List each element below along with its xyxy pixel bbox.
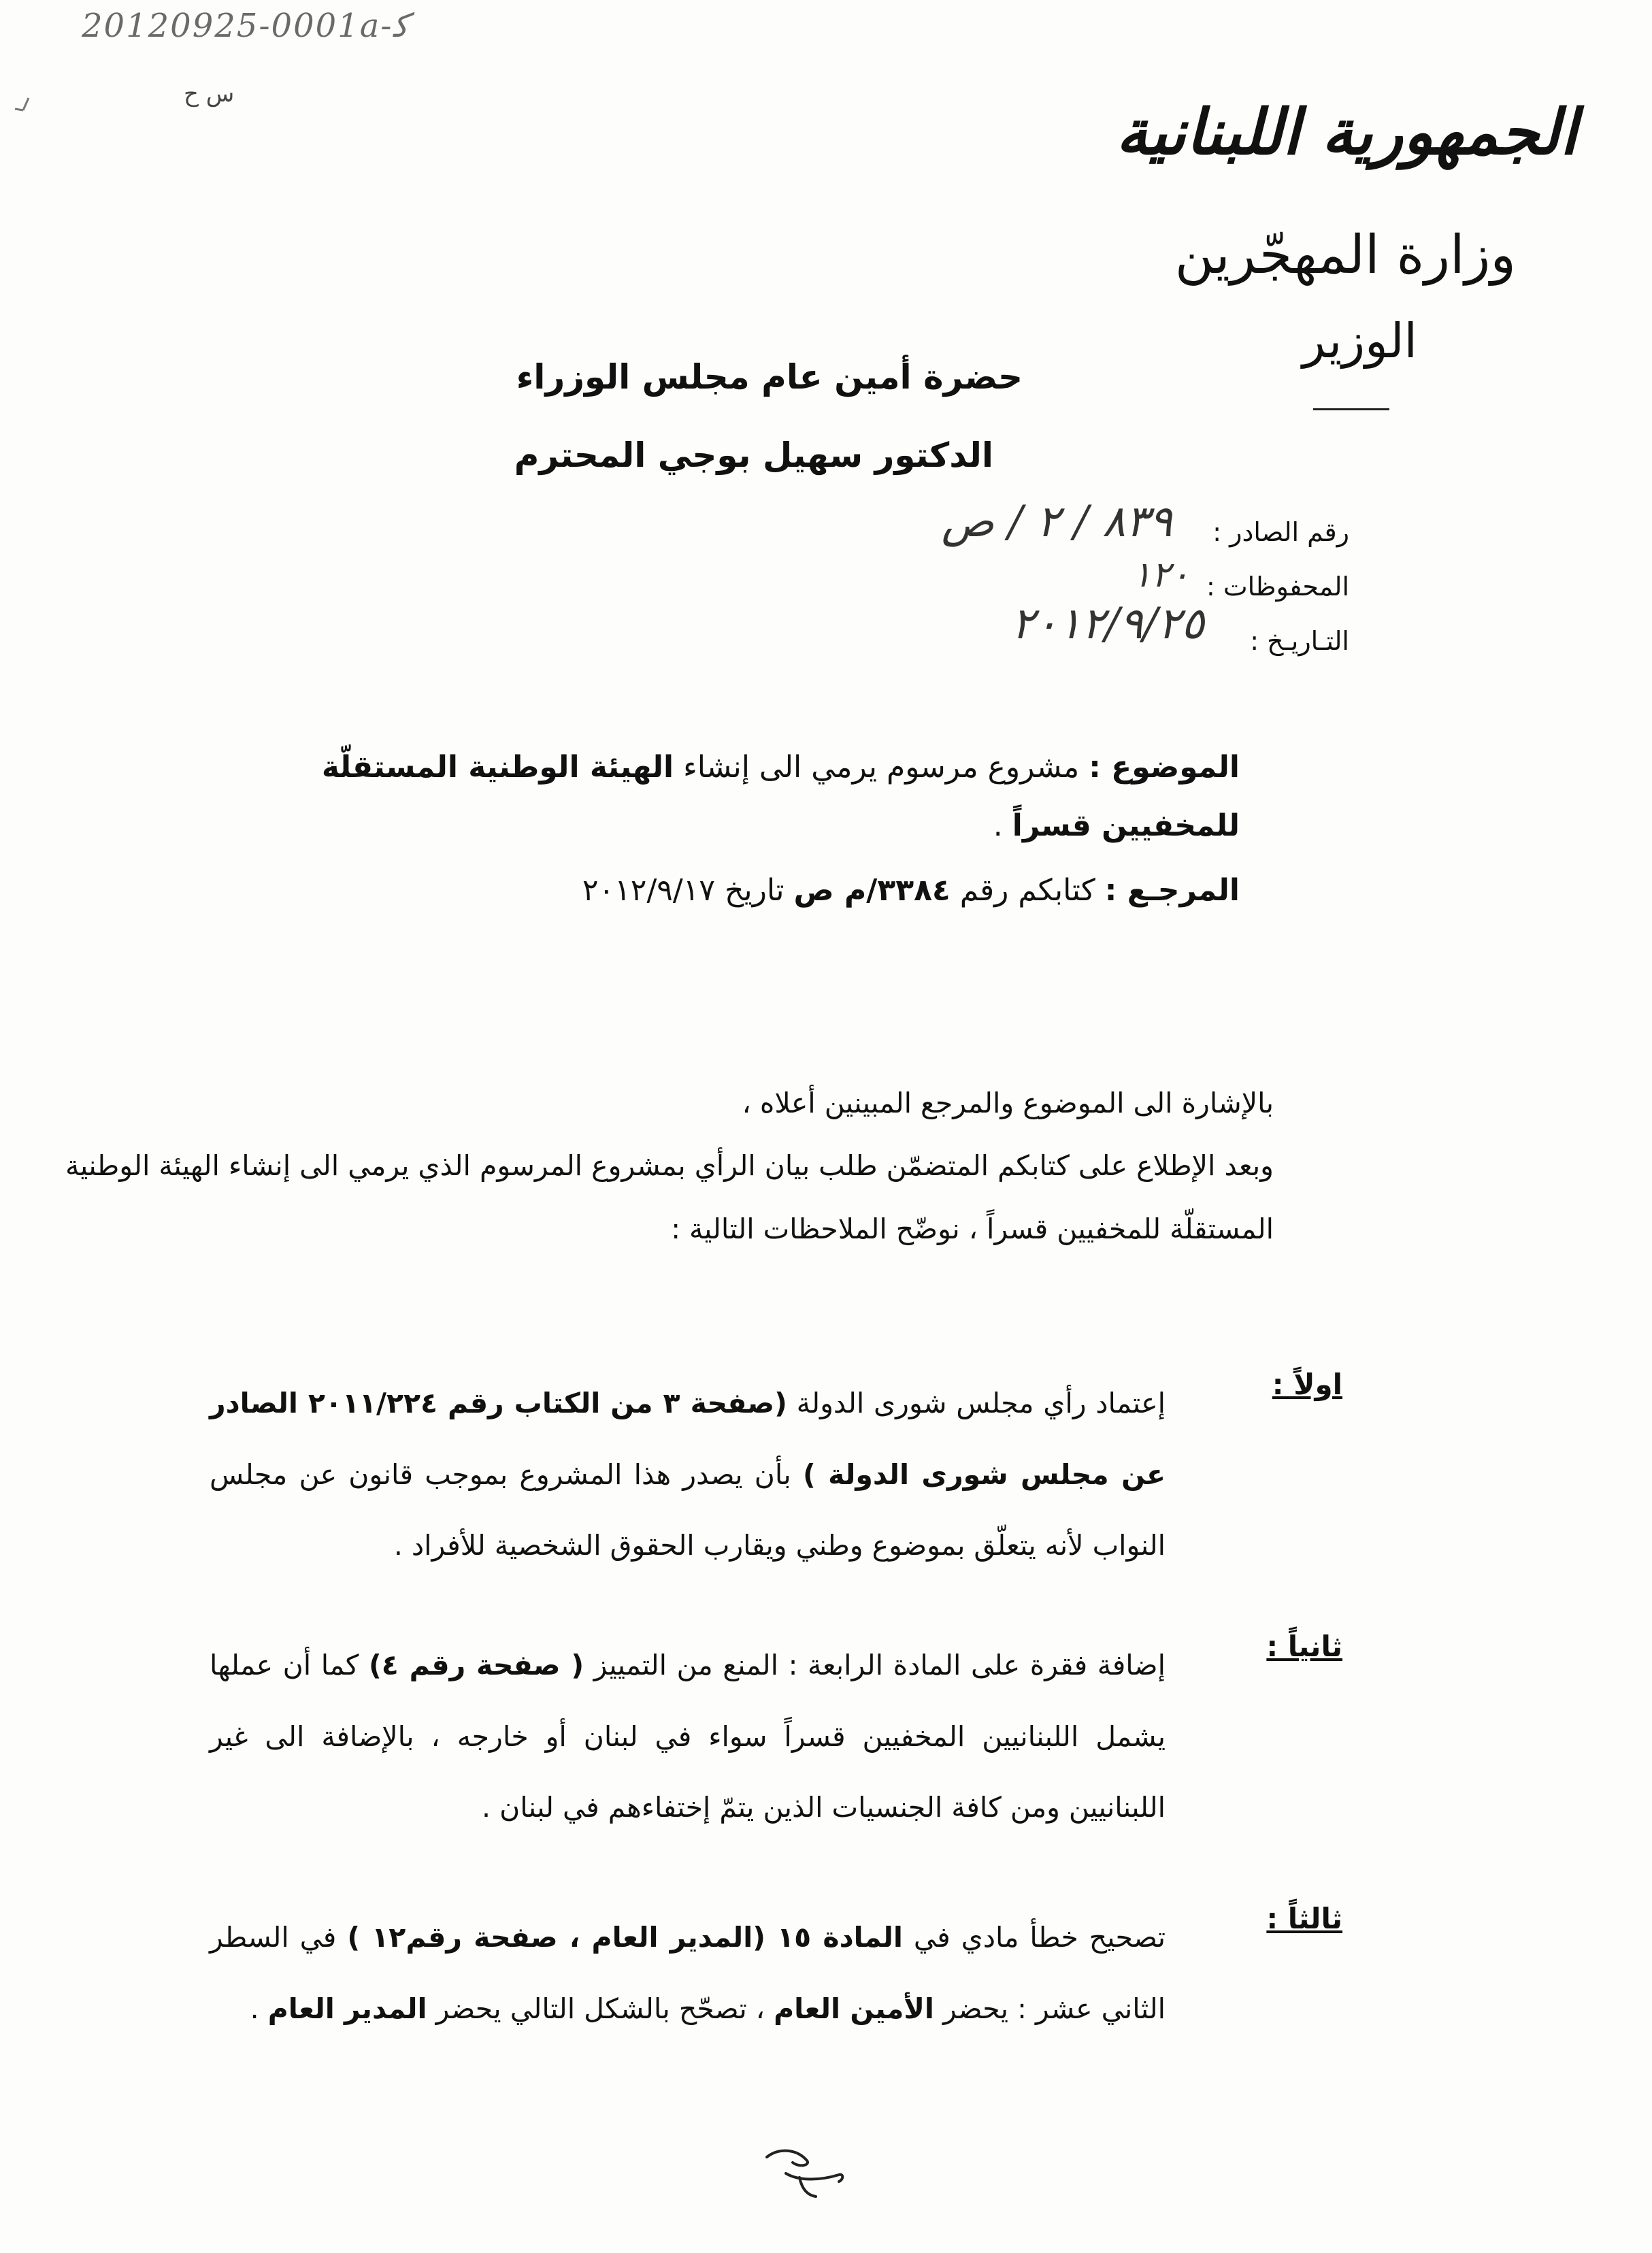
observation-text-part: .: [250, 1992, 259, 2025]
subject-body-name: الهيئة الوطنية المستقلّة للمخفيين قسراً: [321, 750, 1240, 843]
intro-line-1: بالإشارة الى الموضوع والمرجع المبينين أعلاه ،: [742, 1087, 1274, 1119]
observation-text-part: ، تصحّح بالشكل التالي يحضر: [435, 1992, 765, 2025]
letterhead-ministry: وزارة المهجّرين: [1174, 225, 1516, 286]
reference-label: المرجـع :: [1104, 873, 1240, 908]
observation-item-1: [0, 1368, 1342, 1626]
archive-label: المحفوظات :: [1206, 572, 1349, 602]
observation-text-bold: المادة ١٥ (المدير العام ، صفحة رقم١٢ ): [347, 1921, 903, 1954]
observation-label: ثالثاً :: [1266, 1902, 1342, 1935]
reference-date: تاريخ ٢٠١٢/٩/١٧: [582, 873, 784, 908]
subject-end: .: [993, 808, 1003, 843]
letterhead-divider: [1313, 408, 1389, 410]
observation-label: ثانياً :: [1266, 1630, 1342, 1663]
observation-text-part: بأن يصدر هذا المشروع بموجب قانون عن مجلس النواب لأنه يتعلّق بموضوع وطني ويقارب الحقوق الشخصية للأفراد .: [210, 1458, 1166, 1562]
reference-number-label: رقم الصادر :: [1212, 517, 1349, 547]
subject-label: الموضوع :: [1089, 750, 1240, 785]
handwritten-initials: س ح: [184, 80, 235, 108]
signature-mark: [759, 2142, 854, 2203]
addressee-name: الدكتور سهيل بوجي المحترم: [514, 435, 993, 475]
observation-text: [210, 1902, 1166, 2044]
archive-value: ١٢٠: [1132, 555, 1189, 595]
subject-text: مشروع مرسوم يرمي الى إنشاء: [683, 750, 1080, 785]
intro-paragraph: [0, 1072, 1274, 1260]
intro-line-2: وبعد الإطلاع على كتابكم المتضمّن طلب بيان الرأي بمشروع المرسوم الذي يرمي الى إنشاء الهيئة الوطنية المستقلّة للمخفيين قسراً ، نوضّح الملاحظات التالية :: [65, 1149, 1274, 1245]
date-value: ٢٠١٢/٩/٢٥: [1011, 599, 1204, 649]
observation-label: اولاً :: [1272, 1368, 1342, 1401]
pen-tick-mark: [8, 95, 35, 129]
observation-text-bold: ( صفحة رقم ٤): [369, 1649, 584, 1681]
observation-text: [210, 1368, 1166, 1581]
observation-item-3: [0, 1902, 1342, 2106]
reference-line: [219, 873, 1240, 908]
observation-text-part: كما أن عملها يشمل اللبنانيين المخفيين قسراً سواء في لبنان أو خارجه ، بالإضافة الى غير اللبنانيين ومن كافة الجنسيات الذين يتمّ إختفاءهم في لبنان .: [210, 1649, 1166, 1824]
observation-text-bold: الأمين العام: [774, 1992, 934, 2025]
letterhead-minister: الوزير: [1302, 313, 1417, 369]
observation-text-bold: (صفحة ٣ من الكتاب رقم ٢٠١١/٢٢٤ الصادر عن مجلس شورى الدولة ): [210, 1387, 1166, 1491]
reference-number: ٣٣٨٤/م ص: [793, 873, 951, 908]
observation-item-2: [0, 1630, 1342, 1902]
date-label: التـاريـخ :: [1250, 626, 1349, 656]
observation-text-part: إعتماد رأي مجلس شورى الدولة: [796, 1387, 1166, 1419]
observation-text-part: تصحيح خطأ مادي في: [913, 1921, 1166, 1954]
letterhead-republic: الجمهورية اللبنانية: [1116, 95, 1577, 169]
observation-text: [210, 1630, 1166, 1843]
observation-text-bold: المدير العام: [267, 1992, 427, 2025]
reference-text: كتابكم رقم: [959, 873, 1095, 908]
observation-text-part: في السطر الثاني عشر : يحضر: [210, 1921, 1166, 2025]
subject-line: [233, 738, 1240, 855]
observation-text-part: إضافة فقرة على المادة الرابعة : المنع من التمييز: [593, 1649, 1166, 1681]
addressee-title: حضرة أمين عام مجلس الوزراء: [516, 357, 1023, 397]
reference-number-value: ٨٣٩ / ٢ / ص: [941, 497, 1172, 547]
document-stamp-code: 20120925-0001a-ﮐ: [82, 7, 409, 45]
